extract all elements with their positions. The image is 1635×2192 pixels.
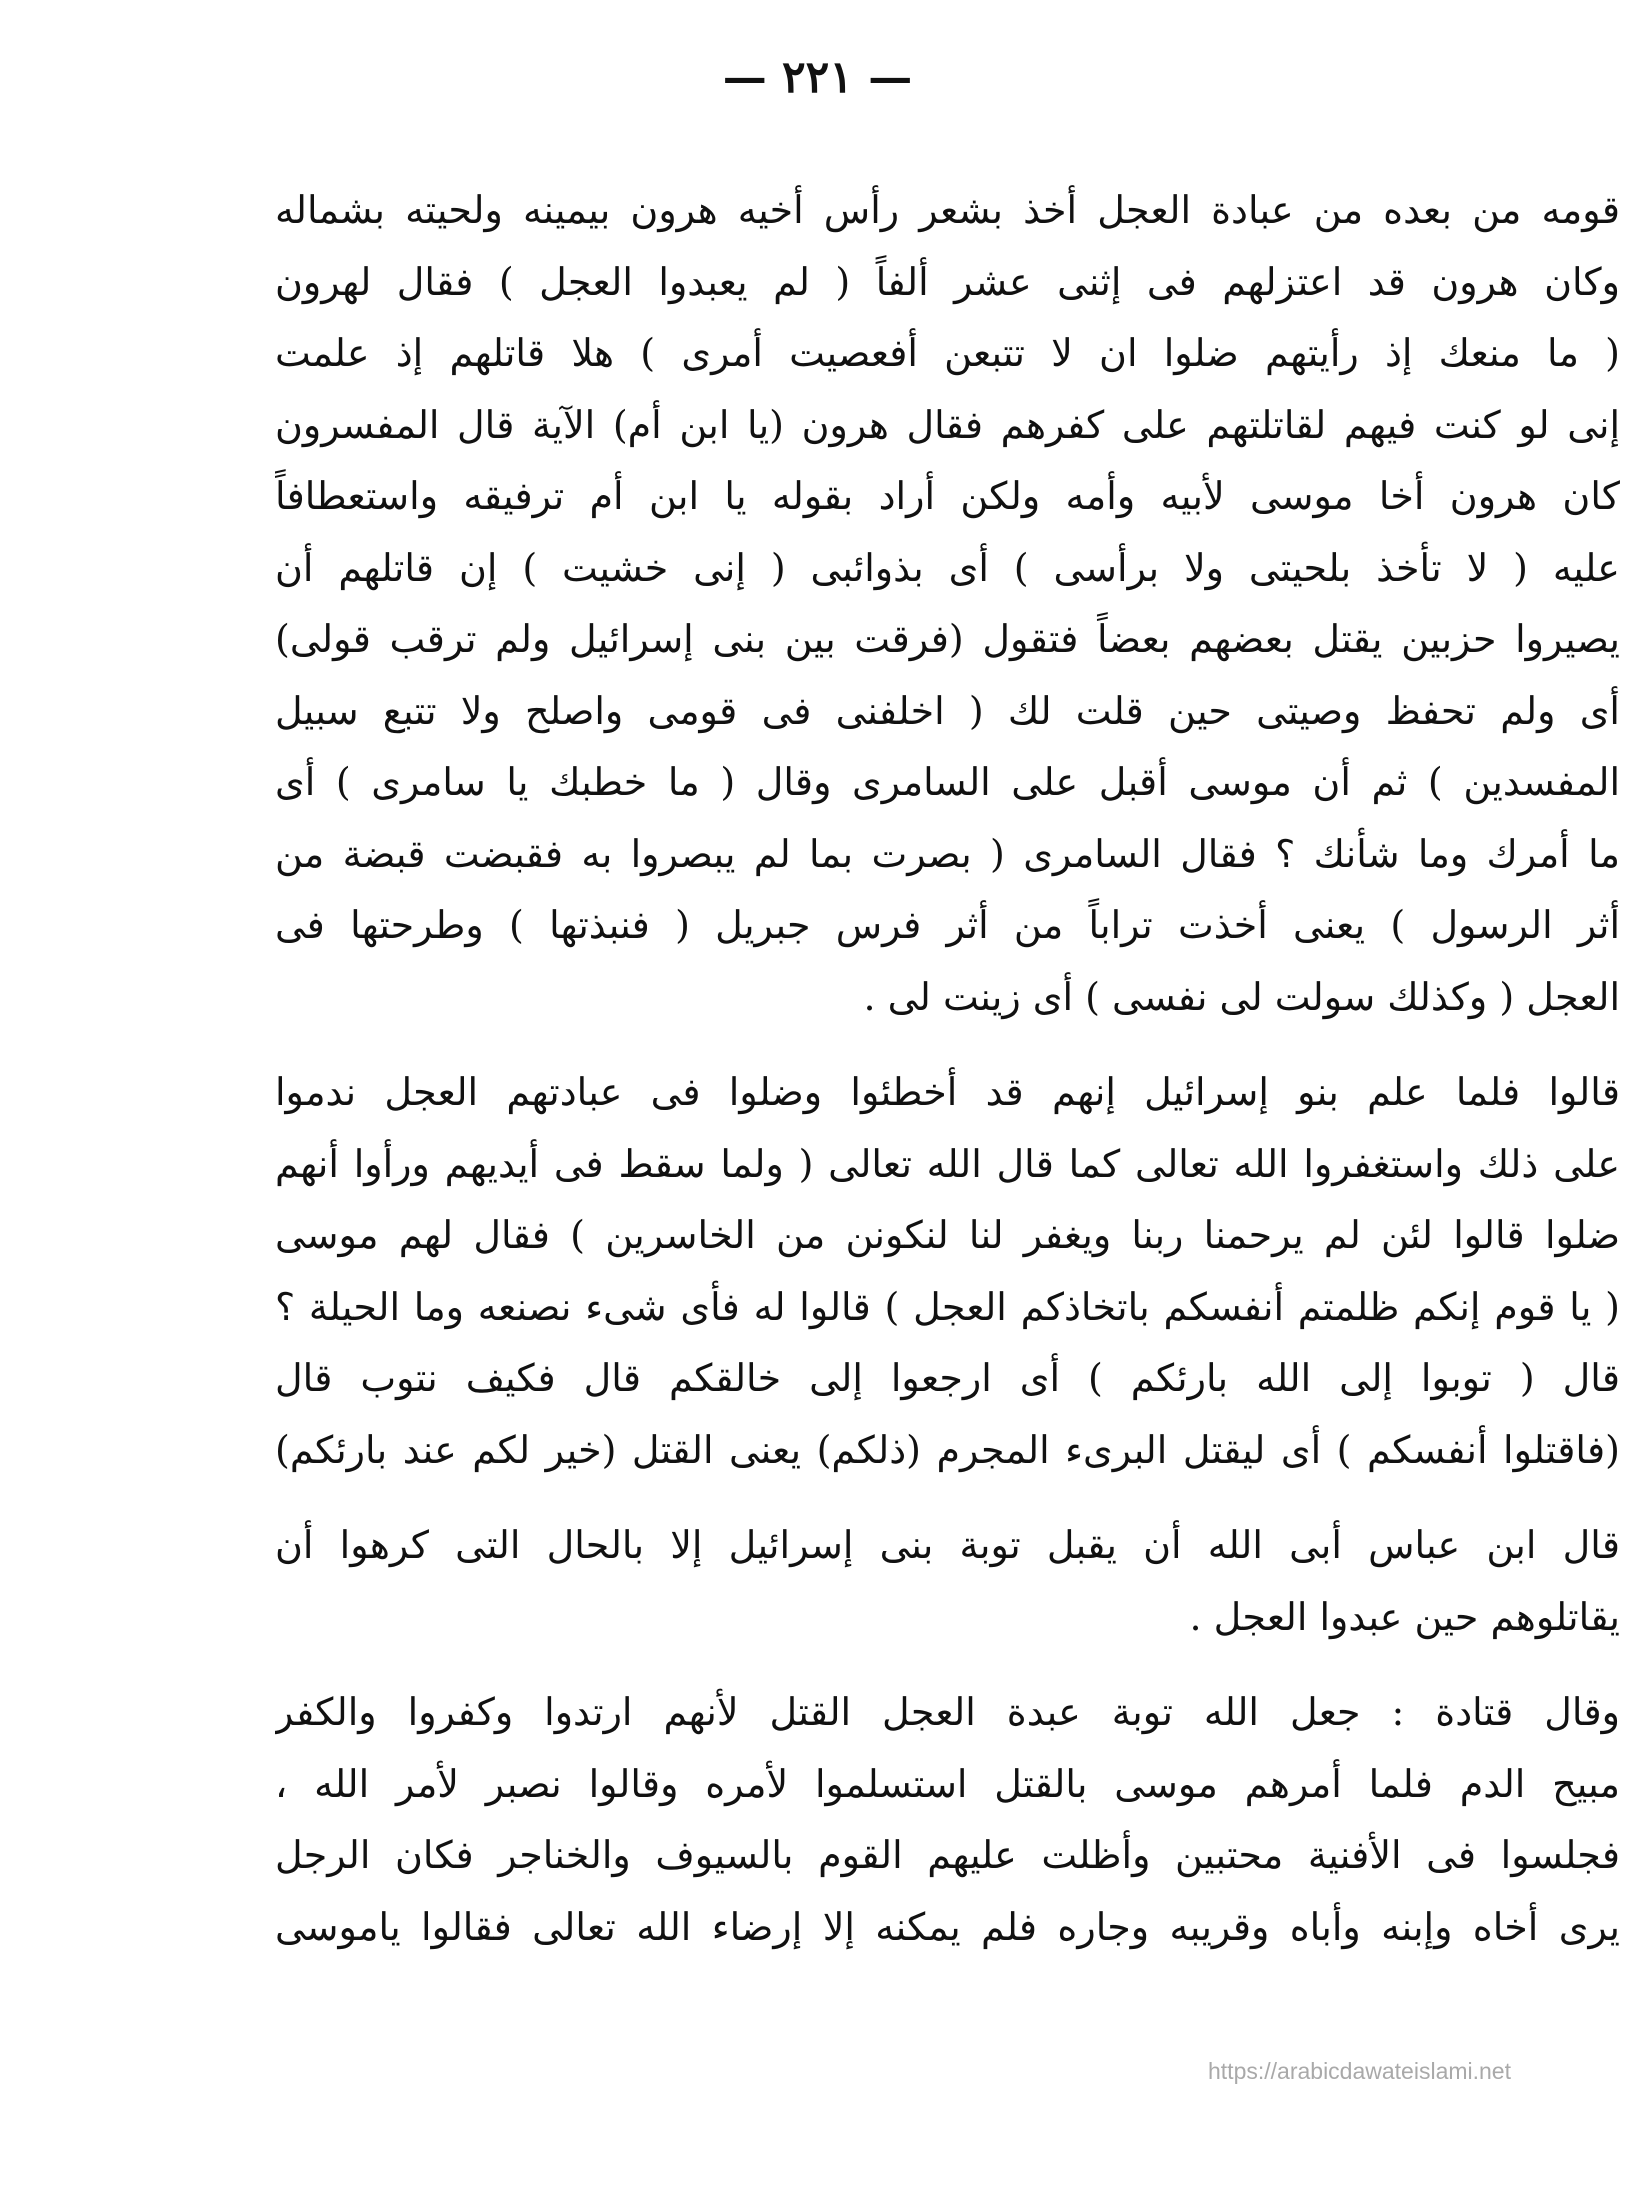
- text-line: ( يا قوم إنكم ظلمتم أنفسكم باتخاذكم العجل ) قالوا له فأى شىء نصنعه وما الحيلة ؟: [275, 1284, 1620, 1329]
- text-line: أى ولم تحفظ وصيتى حين قلت لك ( اخلفنى فى قومى واصلح ولا تتبع سبيل: [275, 688, 1620, 733]
- text-line: عليه ( لا تأخذ بلحيتى ولا برأسى ) أى بذوائبى ( إنى خشيت ) إن قاتلهم أن: [275, 545, 1620, 590]
- text-line: أثر الرسول ) يعنى أخذت تراباً من أثر فرس جبريل ( فنبذتها ) وطرحتها فى: [275, 903, 1620, 947]
- text-line: قال ابن عباس أبى الله أن يقبل توبة بنى إسرائيل إلا بالحال التى كرهوا أن: [275, 1523, 1620, 1567]
- text-line: (فاقتلوا أنفسكم ) أى ليقتل البرىء المجرم (ذلكم) يعنى القتل (خير لكم عند بارئكم): [275, 1427, 1620, 1472]
- text-line: كان هرون أخا موسى لأبيه وأمه ولكن أراد بقوله يا ابن أم ترفيقه واستعطافاً: [275, 474, 1620, 518]
- text-line: مبيح الدم فلما أمرهم موسى بالقتل استسلموا لأمره وقالوا نصبر لأمر الله ،: [275, 1761, 1620, 1806]
- paragraph-3: [275, 1510, 1620, 1653]
- page-number: — ٢٢١ —: [722, 52, 913, 103]
- page-body: [275, 175, 1620, 1963]
- text-line: وكان هرون قد اعتزلهم فى إثنى عشر ألفاً ( لم يعبدوا العجل ) فقال لهرون: [275, 259, 1620, 304]
- text-line: وقال قتادة : جعل الله توبة عبدة العجل القتل لأنهم ارتدوا وكفروا والكفر: [275, 1690, 1620, 1734]
- paragraph-4: [275, 1677, 1620, 1963]
- watermark: https://arabicdawateislami.net: [1208, 2058, 1511, 2084]
- text-line: يرى أخاه وإبنه وأباه وقريبه وجاره فلم يمكنه إلا إرضاء الله تعالى فقالوا ياموسى: [275, 1904, 1620, 1949]
- text-line: يقاتلوهم حين عبدوا العجل .: [1189, 1594, 1620, 1639]
- text-line: قالوا فلما علم بنو إسرائيل إنهم قد أخطئوا وضلوا فى عبادتهم العجل ندموا: [275, 1070, 1620, 1114]
- text-line: قال ( توبوا إلى الله بارئكم ) أى ارجعوا إلى خالقكم قال فكيف نتوب قال: [275, 1356, 1620, 1400]
- text-line: إنى لو كنت فيهم لقاتلتهم على كفرهم فقال هرون (يا ابن أم) الآية قال المفسرون: [275, 402, 1620, 447]
- text-line: قومه من بعده من عبادة العجل أخذ بشعر رأس أخيه هرون بيمينه ولحيته بشماله: [275, 188, 1620, 232]
- text-line: فجلسوا فى الأفنية محتبين وأظلت عليهم القوم بالسيوف والخناجر فكان الرجل: [275, 1833, 1620, 1877]
- text-line: العجل ( وكذلك سولت لى نفسى ) أى زينت لى .: [863, 974, 1620, 1019]
- text-line: المفسدين ) ثم أن موسى أقبل على السامرى وقال ( ما خطبك يا سامرى ) أى: [275, 760, 1620, 804]
- text-line: ما أمرك وما شأنك ؟ فقال السامرى ( بصرت بما لم يبصروا به فقبضت قبضة من: [275, 831, 1620, 876]
- text-line: ( ما منعك إذ رأيتهم ضلوا ان لا تتبعن أفعصيت أمرى ) هلا قاتلهم إذ علمت: [275, 331, 1620, 375]
- text-line: يصيروا حزبين يقتل بعضهم بعضاً فتقول (فرقت بين بنى إسرائيل ولم ترقب قولى): [275, 617, 1620, 661]
- paragraph-2: [275, 1057, 1620, 1486]
- paragraph-1: [275, 175, 1620, 1033]
- text-line: على ذلك واستغفروا الله تعالى كما قال الله تعالى ( ولما سقط فى أيديهم ورأوا أنهم: [275, 1141, 1620, 1186]
- text-line: ضلوا قالوا لئن لم يرحمنا ربنا ويغفر لنا لنكونن من الخاسرين ) فقال لهم موسى: [275, 1213, 1620, 1257]
